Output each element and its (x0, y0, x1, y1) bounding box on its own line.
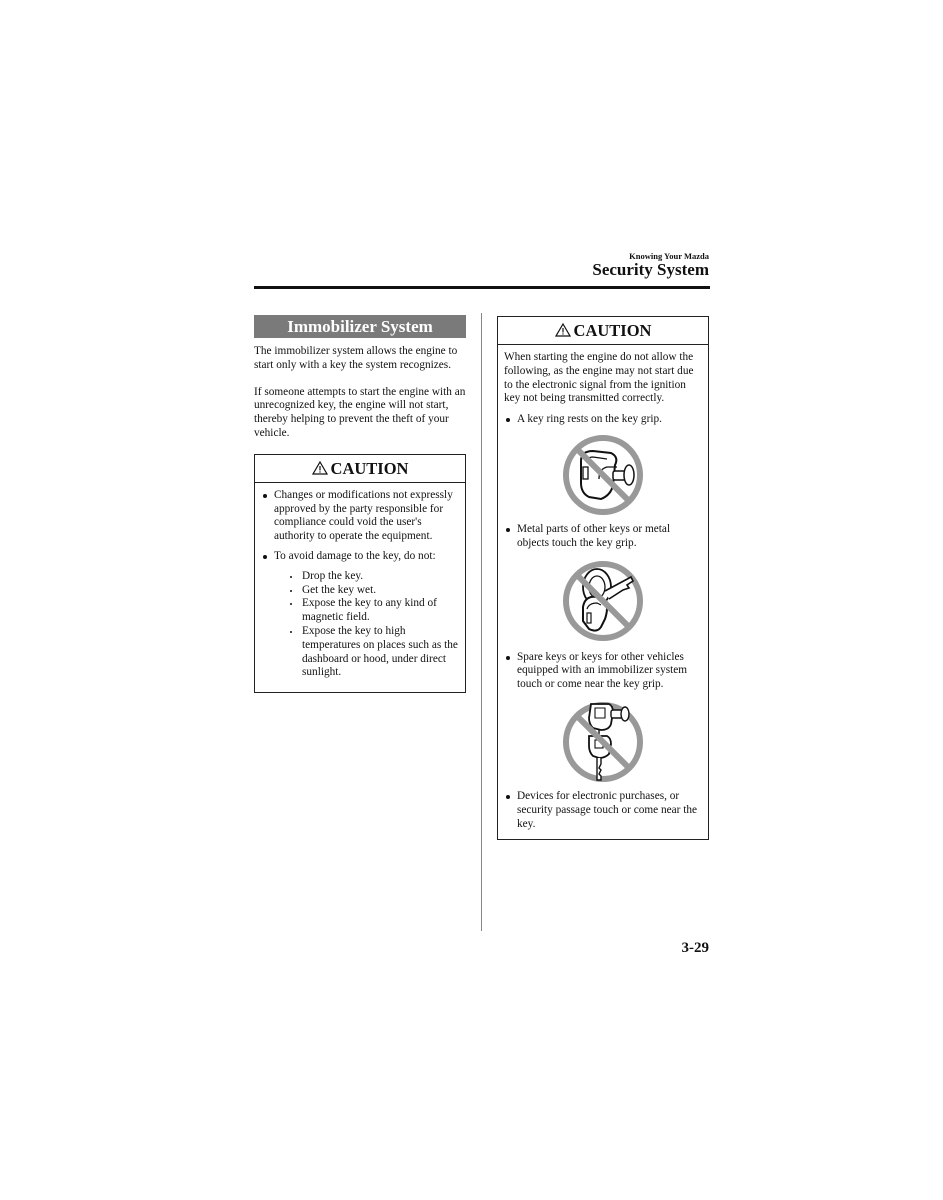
caution-header (255, 455, 465, 483)
spare-keys-prohibited-icon (561, 698, 645, 784)
theft-paragraph: If someone attempts to start the engine with an unrecognized key, the engine will not start, thereby helping to prevent the theft of your vehicle. (254, 385, 466, 439)
sub-list (274, 570, 459, 680)
caution-body (255, 483, 465, 692)
sub-item: Expose the key to any kind of magnetic field. (288, 597, 459, 625)
caution-title: CAUTION (330, 458, 409, 478)
caution-title: CAUTION (573, 321, 652, 340)
caution-header (498, 317, 708, 345)
page-number: 3-29 (681, 940, 709, 956)
page-title: Security System (592, 260, 709, 279)
caution-bullet (261, 550, 459, 680)
column-divider (481, 313, 482, 931)
sub-item: Get the key wet. (288, 584, 459, 598)
caution-bullet-text: To avoid damage to the key, do not: (274, 549, 436, 562)
caution-bullet: Changes or modifications not expressly approved by the party responsible for compliance could void the user's authority to operate the equipment. (261, 489, 459, 544)
sub-item: Expose the key to high temperatures on places such as the dashboard or hood, under direct sunlight. (288, 625, 459, 680)
caution-intro: When starting the engine do not allow the following, as the engine may not start due to the electronic signal from the ignition key not being transmitted correctly. (504, 351, 694, 405)
sub-item: Drop the key. (288, 570, 459, 584)
caution-bullet: Metal parts of other keys or metal objects touch the key grip. (504, 523, 702, 551)
warning-triangle-icon (555, 323, 571, 337)
caution-bullet: A key ring rests on the key grip. (504, 413, 702, 427)
warning-triangle-icon (312, 461, 328, 475)
metal-keys-prohibited-icon (561, 557, 645, 645)
left-column (254, 315, 466, 693)
caution-bullet: Spare keys or keys for other vehicles equipped with an immobilizer system touch or come near the key grip. (504, 651, 702, 692)
key-ring-prohibited-icon (561, 433, 645, 517)
section-heading: Immobilizer System (254, 315, 466, 338)
caution-body (498, 345, 708, 839)
right-column (497, 316, 709, 840)
intro-paragraph: The immobilizer system allows the engine to start only with a key the system recognizes. (254, 345, 458, 371)
header-rule (254, 286, 710, 289)
caution-box-left (254, 454, 466, 693)
header-chapter: Knowing Your Mazda (629, 251, 709, 261)
caution-box-right (497, 316, 709, 840)
caution-bullet: Devices for electronic purchases, or security passage touch or come near the key. (504, 790, 702, 831)
